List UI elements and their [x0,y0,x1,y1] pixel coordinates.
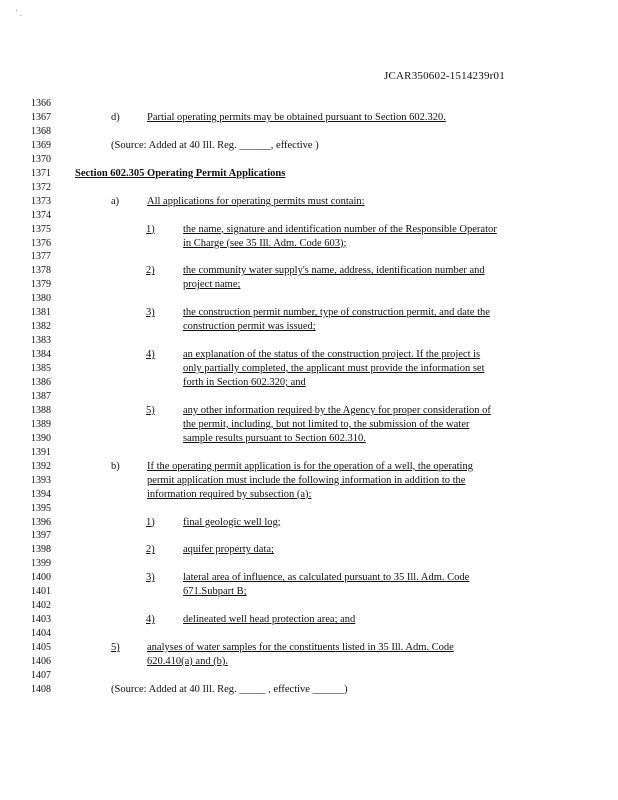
text-line [0,502,618,516]
line-text: the community water supply's name, address, identification number and [183,265,485,277]
section-heading: Section 602.305 Operating Permit Applications [75,167,286,179]
text-line [0,585,618,599]
text-line [0,571,618,585]
line-number: 1405 [31,642,51,654]
line-number: 1372 [31,181,51,193]
item-marker: 4) [146,614,155,626]
line-number: 1368 [31,125,51,137]
line-number: 1389 [31,418,51,430]
text-line [0,655,618,669]
text-line [0,669,618,683]
text-line [0,237,618,251]
item-marker: 2) [146,544,155,556]
line-number: 1398 [31,544,51,556]
item-marker: b) [111,460,120,472]
line-text: delineated well head protection area; and [183,614,356,626]
line-number: 1406 [31,656,51,667]
line-number: 1400 [31,572,51,584]
line-number: 1382 [31,321,51,333]
item-marker: 1) [146,223,155,235]
line-text: All applications for operating permits must contain: [147,195,365,207]
item-marker: 3) [146,572,155,584]
line-number: 1391 [31,446,51,458]
text-line [0,223,618,237]
line-text: analyses of water samples for the constituents listed in 35 Ill. Adm. Code [147,642,454,654]
line-text: 620.410(a) and (b). [147,656,229,667]
text-line [0,139,618,153]
text-line [0,320,618,334]
line-number: 1377 [31,251,51,263]
line-text: Partial operating permits may be obtained pursuant to Section 602.320. [147,111,446,123]
line-number: 1396 [31,516,51,528]
item-marker: a) [111,195,120,207]
line-number: 1383 [31,335,51,347]
line-text: the name, signature and identification number of the Responsible Operator [183,223,497,235]
text-line [0,460,618,474]
line-text: 671.Subpart B; [183,586,247,598]
line-number: 1386 [31,377,51,388]
line-number: 1381 [31,307,51,319]
line-number: 1390 [31,432,51,444]
item-marker: 4) [146,349,155,361]
line-text: construction permit was issued; [183,321,316,333]
line-number: 1380 [31,293,51,305]
line-number: 1395 [31,502,51,514]
line-text: If the operating permit application is for the operation of a well, the operating [147,460,473,472]
line-text: aquifer property data; [183,544,274,556]
line-number: 1384 [31,349,51,361]
text-line [0,557,618,571]
text-line [0,264,618,278]
line-number: 1394 [31,488,51,500]
line-number: 1366 [31,98,51,109]
text-line [0,195,618,209]
line-number: 1371 [31,167,51,179]
text-line [0,97,618,111]
item-marker: 5) [146,404,155,416]
line-text: forth in Section 602.320; and [183,377,306,388]
text-line [0,306,618,320]
line-number: 1379 [31,279,51,291]
line-number: 1374 [31,209,51,221]
text-line [0,683,618,697]
line-number: 1402 [31,600,51,612]
line-number: 1401 [31,586,51,598]
line-number: 1393 [31,474,51,486]
line-text: in Charge (see 35 Ill. Adm. Code 603); [183,237,347,249]
text-line [0,250,618,264]
text-line [0,627,618,641]
text-line [0,278,618,292]
text-line [0,529,618,543]
line-number: 1376 [31,237,51,249]
line-text: (Source: Added at 40 Ill. Reg. _____ , effective ______) [111,683,348,695]
item-marker: 5) [111,642,120,654]
text-line [0,404,618,418]
line-number: 1387 [31,390,51,402]
line-text: (Source: Added at 40 Ill. Reg. ______, effective ) [111,139,319,151]
item-marker: 1) [146,516,155,528]
line-number: 1367 [31,111,51,123]
corner-mark: ' . [16,8,23,18]
text-line [0,488,618,502]
line-number: 1369 [31,139,51,151]
line-number: 1375 [31,223,51,235]
text-line [0,599,618,613]
item-marker: 2) [146,265,155,277]
line-text: information required by subsection (a): [147,488,312,500]
line-number: 1385 [31,363,51,375]
text-line [0,516,618,530]
line-text: any other information required by the Agency for proper consideration of [183,404,491,416]
text-line [0,348,618,362]
text-line [0,432,618,446]
document-id: JCAR350602-1514239r01 [384,70,505,82]
text-line [0,543,618,557]
text-line [0,390,618,404]
line-text: the construction permit number, type of construction permit, and date the [183,307,490,319]
line-number: 1373 [31,195,51,207]
line-number: 1404 [31,628,51,640]
line-text: permit application must include the following information in addition to the [147,474,466,486]
text-line [0,446,618,460]
line-number: 1370 [31,153,51,165]
line-text: final geologic well log; [183,516,281,528]
text-line [0,167,618,181]
line-number: 1378 [31,265,51,277]
text-line [0,641,618,655]
text-line [0,181,618,195]
text-line [0,209,618,223]
text-line [0,292,618,306]
line-text: only partially completed, the applicant must provide the information set [183,363,485,375]
line-number: 1407 [31,669,51,681]
line-text: project name; [183,279,241,291]
text-line [0,125,618,139]
text-line [0,362,618,376]
text-line [0,613,618,627]
line-text: an explanation of the status of the construction project. If the project is [183,349,481,361]
line-text: lateral area of influence, as calculated pursuant to 35 Ill. Adm. Code [183,572,470,584]
item-marker: 3) [146,307,155,319]
line-text: sample results pursuant to Section 602.310. [183,432,366,444]
line-number: 1392 [31,460,51,472]
line-text: the permit, including, but not limited to, the submission of the water [183,418,470,430]
line-number: 1388 [31,404,51,416]
line-number: 1397 [31,530,51,542]
line-number: 1403 [31,614,51,626]
text-line [0,153,618,167]
text-line [0,111,618,125]
text-line [0,474,618,488]
text-line [0,334,618,348]
item-marker: d) [111,111,120,123]
line-number: 1408 [31,683,51,695]
line-number: 1399 [31,558,51,570]
text-line [0,418,618,432]
text-line [0,376,618,390]
